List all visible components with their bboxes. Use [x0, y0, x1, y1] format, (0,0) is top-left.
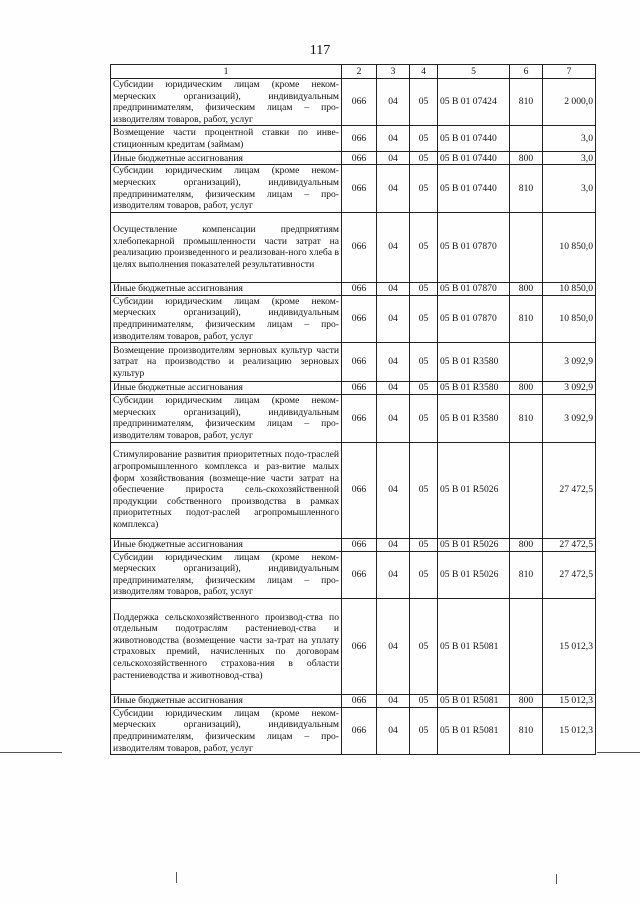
row-name-cell: Субсидии юридическим лицам (кроме неком-мерческих организаций), индивидуальным предпринимателям, физическим лицам – про-изводителям товаров, работ, услуг	[111, 395, 342, 442]
pr-code-cell: 05	[410, 598, 438, 694]
amount-cell: 15 012,3	[543, 707, 596, 754]
table-row	[111, 551, 596, 598]
table-row	[111, 598, 596, 694]
vr-code-cell	[510, 212, 543, 282]
glv-code-cell: 066	[342, 152, 377, 165]
row-name-cell: Иные бюджетные ассигнования	[111, 382, 342, 395]
rz-code-cell: 04	[377, 598, 410, 694]
header-cell: 4	[410, 65, 438, 79]
glv-code-cell: 066	[342, 295, 377, 342]
vr-code-cell: 810	[510, 165, 543, 212]
glv-code-cell: 066	[342, 212, 377, 282]
table-row	[111, 212, 596, 282]
csr-code-cell: 05 В 01 R5081	[438, 707, 510, 754]
csr-code-cell: 05 В 01 07870	[438, 295, 510, 342]
csr-code-cell: 05 В 01 07870	[438, 282, 510, 295]
bottom-mark-left	[176, 872, 177, 883]
vr-code-cell: 810	[510, 295, 543, 342]
vr-code-cell	[510, 343, 543, 382]
table-row	[111, 282, 596, 295]
left-margin-line	[0, 752, 62, 753]
bottom-mark-right	[556, 874, 557, 884]
rz-code-cell: 04	[377, 538, 410, 551]
row-name-cell: Поддержка сельскохозяйственного производ-ства по отдельным подотраслям растениевод-ства и животноводства (возмещение части за-трат на уплату страховых премий, начисленных по договорам сельскохозяйственного страхова-ния в области растениеводства и животновод-ства)	[111, 598, 342, 694]
amount-cell: 10 850,0	[543, 295, 596, 342]
glv-code-cell: 066	[342, 382, 377, 395]
glv-code-cell: 066	[342, 343, 377, 382]
amount-cell: 15 012,3	[543, 694, 596, 707]
amount-cell: 27 472,5	[543, 551, 596, 598]
row-name-cell: Иные бюджетные ассигнования	[111, 694, 342, 707]
budget-table	[110, 64, 596, 755]
rz-code-cell: 04	[377, 165, 410, 212]
pr-code-cell: 05	[410, 295, 438, 342]
pr-code-cell: 05	[410, 538, 438, 551]
vr-code-cell: 800	[510, 382, 543, 395]
rz-code-cell: 04	[377, 295, 410, 342]
rz-code-cell: 04	[377, 382, 410, 395]
pr-code-cell: 05	[410, 212, 438, 282]
pr-code-cell: 05	[410, 694, 438, 707]
glv-code-cell: 066	[342, 694, 377, 707]
glv-code-cell: 066	[342, 126, 377, 152]
table-row	[111, 165, 596, 212]
rz-code-cell: 04	[377, 212, 410, 282]
row-name-cell: Иные бюджетные ассигнования	[111, 538, 342, 551]
pr-code-cell: 05	[410, 343, 438, 382]
table-row	[111, 382, 596, 395]
amount-cell: 27 472,5	[543, 538, 596, 551]
row-name-cell: Осуществление компенсации предприятиям хлебопекарной промышленности части затрат на реализацию произведенного и реализован-ного хлеба в целях выполнения показателей результативности	[111, 212, 342, 282]
rz-code-cell: 04	[377, 442, 410, 538]
pr-code-cell: 05	[410, 442, 438, 538]
rz-code-cell: 04	[377, 343, 410, 382]
glv-code-cell: 066	[342, 707, 377, 754]
csr-code-cell: 05 В 01 07440	[438, 165, 510, 212]
pr-code-cell: 05	[410, 551, 438, 598]
pr-code-cell: 05	[410, 126, 438, 152]
table-row	[111, 79, 596, 126]
row-name-cell: Возмещение производителям зерновых культур части затрат на производство и реализацию зерновых культур	[111, 343, 342, 382]
vr-code-cell: 810	[510, 79, 543, 126]
pr-code-cell: 05	[410, 382, 438, 395]
header-cell: 3	[377, 65, 410, 79]
glv-code-cell: 066	[342, 282, 377, 295]
page-number: 117	[309, 43, 331, 58]
rz-code-cell: 04	[377, 395, 410, 442]
vr-code-cell: 800	[510, 538, 543, 551]
vr-code-cell	[510, 442, 543, 538]
rz-code-cell: 04	[377, 282, 410, 295]
row-name-cell: Субсидии юридическим лицам (кроме неком-мерческих организаций), индивидуальным предпринимателям, физическим лицам – про-изводителям товаров, работ, услуг	[111, 79, 342, 126]
table-row	[111, 152, 596, 165]
amount-cell: 3,0	[543, 126, 596, 152]
vr-code-cell: 810	[510, 551, 543, 598]
vr-code-cell	[510, 598, 543, 694]
table-row	[111, 126, 596, 152]
rz-code-cell: 04	[377, 79, 410, 126]
vr-code-cell	[510, 126, 543, 152]
rz-code-cell: 04	[377, 152, 410, 165]
table-row	[111, 707, 596, 754]
row-name-cell: Субсидии юридическим лицам (кроме неком-мерческих организаций), индивидуальным предпринимателям, физическим лицам – про-изводителям товаров, работ, услуг	[111, 295, 342, 342]
csr-code-cell: 05 В 01 R5026	[438, 442, 510, 538]
amount-cell: 3 092,9	[543, 395, 596, 442]
row-name-cell: Субсидии юридическим лицам (кроме неком-мерческих организаций), индивидуальным предпринимателям, физическим лицам – про-изводителям товаров, работ, услуг	[111, 707, 342, 754]
vr-code-cell: 810	[510, 707, 543, 754]
table-row	[111, 442, 596, 538]
csr-code-cell: 05 В 01 R3580	[438, 343, 510, 382]
csr-code-cell: 05 В 01 07870	[438, 212, 510, 282]
vr-code-cell: 800	[510, 282, 543, 295]
table-row	[111, 694, 596, 707]
amount-cell: 3 092,9	[543, 343, 596, 382]
row-name-cell: Возмещение части процентной ставки по инве-стиционным кредитам (займам)	[111, 126, 342, 152]
table-header-row	[111, 65, 596, 79]
pr-code-cell: 05	[410, 165, 438, 212]
amount-cell: 3 092,9	[543, 382, 596, 395]
rz-code-cell: 04	[377, 551, 410, 598]
table-row	[111, 343, 596, 382]
header-cell: 7	[543, 65, 596, 79]
right-margin-line	[597, 752, 640, 753]
header-cell: 6	[510, 65, 543, 79]
csr-code-cell: 05 В 01 R5081	[438, 694, 510, 707]
csr-code-cell: 05 В 01 07440	[438, 126, 510, 152]
header-cell: 2	[342, 65, 377, 79]
glv-code-cell: 066	[342, 395, 377, 442]
table-row	[111, 395, 596, 442]
rz-code-cell: 04	[377, 707, 410, 754]
csr-code-cell: 05 В 01 R5081	[438, 598, 510, 694]
header-cell: 5	[438, 65, 510, 79]
rz-code-cell: 04	[377, 126, 410, 152]
glv-code-cell: 066	[342, 551, 377, 598]
amount-cell: 3,0	[543, 165, 596, 212]
csr-code-cell: 05 В 01 R3580	[438, 395, 510, 442]
csr-code-cell: 05 В 01 R5026	[438, 551, 510, 598]
rz-code-cell: 04	[377, 694, 410, 707]
pr-code-cell: 05	[410, 395, 438, 442]
row-name-cell: Стимулирование развития приоритетных подо-траслей агропромышленного комплекса и раз-витие малых форм хозяйствования (возмеще-ние части затрат на обеспечение прироста сель-скохозяйственной продукции собственного производства в рамках приоритетных подот-раслей агропромышленного комплекса)	[111, 442, 342, 538]
glv-code-cell: 066	[342, 165, 377, 212]
glv-code-cell: 066	[342, 538, 377, 551]
header-cell: 1	[111, 65, 342, 79]
amount-cell: 2 000,0	[543, 79, 596, 126]
table-row	[111, 295, 596, 342]
csr-code-cell: 05 В 01 R5026	[438, 538, 510, 551]
amount-cell: 3,0	[543, 152, 596, 165]
amount-cell: 27 472,5	[543, 442, 596, 538]
pr-code-cell: 05	[410, 707, 438, 754]
amount-cell: 15 012,3	[543, 598, 596, 694]
csr-code-cell: 05 В 01 07424	[438, 79, 510, 126]
row-name-cell: Субсидии юридическим лицам (кроме неком-мерческих организаций), индивидуальным предпринимателям, физическим лицам – про-изводителям товаров, работ, услуг	[111, 551, 342, 598]
table-row	[111, 538, 596, 551]
pr-code-cell: 05	[410, 282, 438, 295]
vr-code-cell: 800	[510, 152, 543, 165]
glv-code-cell: 066	[342, 442, 377, 538]
row-name-cell: Субсидии юридическим лицам (кроме неком-мерческих организаций), индивидуальным предпринимателям, физическим лицам – про-изводителям товаров, работ, услуг	[111, 165, 342, 212]
pr-code-cell: 05	[410, 79, 438, 126]
amount-cell: 10 850,0	[543, 282, 596, 295]
glv-code-cell: 066	[342, 79, 377, 126]
csr-code-cell: 05 В 01 07440	[438, 152, 510, 165]
row-name-cell: Иные бюджетные ассигнования	[111, 152, 342, 165]
vr-code-cell: 810	[510, 395, 543, 442]
pr-code-cell: 05	[410, 152, 438, 165]
amount-cell: 10 850,0	[543, 212, 596, 282]
glv-code-cell: 066	[342, 598, 377, 694]
row-name-cell: Иные бюджетные ассигнования	[111, 282, 342, 295]
csr-code-cell: 05 В 01 R3580	[438, 382, 510, 395]
vr-code-cell: 800	[510, 694, 543, 707]
